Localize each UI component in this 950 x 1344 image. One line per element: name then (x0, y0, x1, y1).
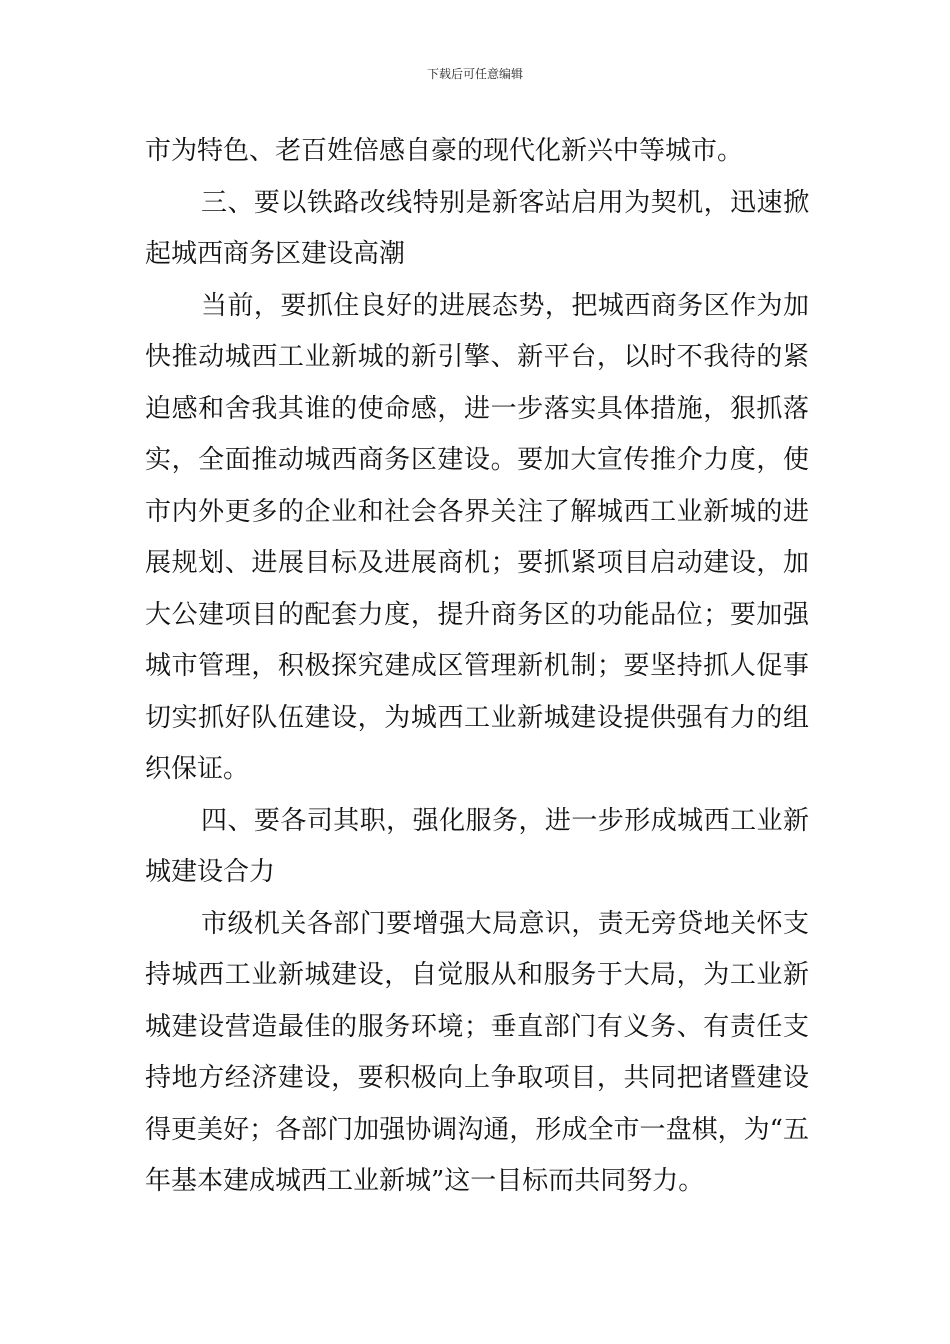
paragraph-business-district: 当前，要抓住良好的进展态势，把城西商务区作为加快推动城西工业新城的新引擎、新平台，以时不我待的紧迫感和舍我其谁的使命感，进一步落实具体措施，狠抓落实，全面推动城西商务区建设。要加大宣传推介力度，使市内外更多的企业和社会各界关注了解城西工业新城的进展规划、进展目标及进展商机；要抓紧项目启动建设，加大公建项目的配套力度，提升商务区的功能品位；要加强城市管理，积极探究建成区管理新机制；要坚持抓人促事切实抓好队伍建设，为城西工业新城建设提供强有力的组织保证。 (145, 290, 809, 784)
section-heading-four: 四、要各司其职，强化服务，进一步形成城西工业新城建设合力 (145, 805, 809, 887)
paragraph-departments: 市级机关各部门要增强大局意识，责无旁贷地关怀支持城西工业新城建设，自觉服从和服务于大局，为工业新城建设营造最佳的服务环境；垂直部门有义务、有责任支持地方经济建设，要积极向上争取项目，共同把诸暨建设得更美好；各部门加强协调沟通，形成全市一盘棋，为“五年基本建成城西工业新城”这一目标而共同努力。 (145, 908, 809, 1196)
page-header: 下载后可任意编辑 (426, 67, 523, 81)
paragraph-continuation: 市为特色、老百姓倍感自豪的现代化新兴中等城市。 (145, 136, 744, 166)
document-body (145, 126, 809, 1208)
section-heading-three: 三、要以铁路改线特别是新客站启用为契机，迅速掀起城西商务区建设高潮 (145, 187, 809, 269)
